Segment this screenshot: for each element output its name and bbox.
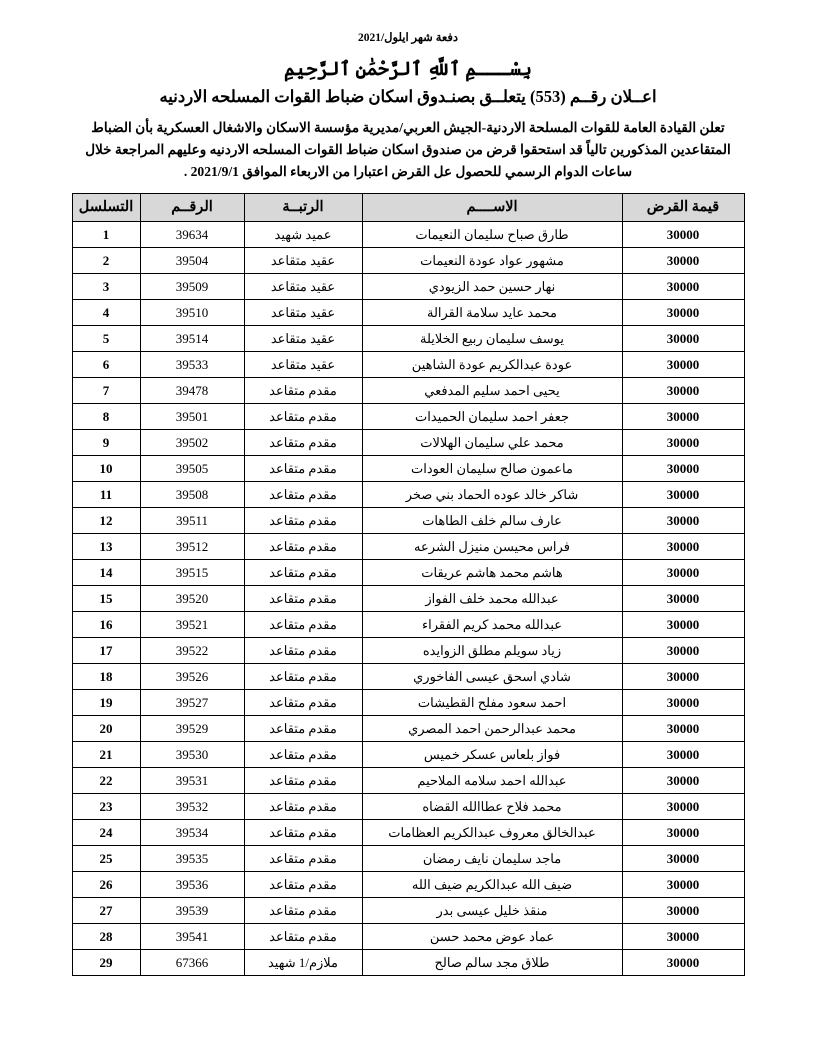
cell-name: فراس محيسن منيزل الشرعه [362,534,622,560]
table-header-row [72,194,744,222]
cell-rank: عميد شهيد [244,222,362,248]
cell-name: عماد عوض محمد حسن [362,924,622,950]
cell-number: 39532 [140,794,244,820]
cell-seq: 1 [72,222,140,248]
cell-loan: 30000 [622,872,744,898]
table-row [72,794,744,820]
announcement-body [70,117,746,183]
cell-rank: مقدم متقاعد [244,638,362,664]
cell-number: 67366 [140,950,244,976]
cell-number: 39502 [140,430,244,456]
table-row [72,846,744,872]
cell-name: فواز بلعاس عسكر خميس [362,742,622,768]
cell-seq: 24 [72,820,140,846]
cell-number: 39522 [140,638,244,664]
cell-rank: مقدم متقاعد [244,482,362,508]
table-row [72,508,744,534]
cell-seq: 21 [72,742,140,768]
cell-seq: 23 [72,794,140,820]
cell-rank: عقيد متقاعد [244,300,362,326]
cell-rank: مقدم متقاعد [244,430,362,456]
table-row [72,716,744,742]
cell-number: 39529 [140,716,244,742]
cell-number: 39521 [140,612,244,638]
cell-name: شادي اسحق عيسى الفاخوري [362,664,622,690]
body-line-3: ساعات الدوام الرسمي للحصول عل القرض اعتبارا من الاربعاء الموافق 2021/9/1 . [183,164,633,180]
cell-loan: 30000 [622,404,744,430]
cell-rank: مقدم متقاعد [244,820,362,846]
cell-rank: مقدم متقاعد [244,560,362,586]
cell-seq: 12 [72,508,140,534]
table-row [72,742,744,768]
body-line-2: المتقاعدين المذكورين تالياً قد استحقوا قرض من صندوق اسكان ضباط القوات المسلحه الاردنيه وعليهم المراجعة خلال [85,142,731,158]
table-row [72,950,744,976]
table-row [72,456,744,482]
cell-rank: ملازم/1 شهيد [244,950,362,976]
cell-seq: 17 [72,638,140,664]
cell-rank: مقدم متقاعد [244,742,362,768]
cell-name: محمد فلاح عطاالله القضاه [362,794,622,820]
cell-number: 39531 [140,768,244,794]
table-row [72,534,744,560]
table-row [72,430,744,456]
cell-loan: 30000 [622,482,744,508]
cell-number: 39512 [140,534,244,560]
cell-seq: 22 [72,768,140,794]
table-row [72,378,744,404]
cell-name: محمد علي سليمان الهلالات [362,430,622,456]
table-row [72,248,744,274]
cell-seq: 19 [72,690,140,716]
table-row [72,560,744,586]
cell-loan: 30000 [622,638,744,664]
cell-loan: 30000 [622,300,744,326]
cell-name: عبدالخالق معروف عبدالكريم العظامات [362,820,622,846]
cell-loan: 30000 [622,326,744,352]
table-body [72,222,744,976]
cell-number: 39509 [140,274,244,300]
cell-seq: 26 [72,872,140,898]
cell-loan: 30000 [622,586,744,612]
cell-number: 39526 [140,664,244,690]
table-row [72,820,744,846]
cell-loan: 30000 [622,664,744,690]
cell-seq: 10 [72,456,140,482]
cell-loan: 30000 [622,846,744,872]
cell-number: 39514 [140,326,244,352]
cell-loan: 30000 [622,612,744,638]
table-row [72,664,744,690]
cell-seq: 18 [72,664,140,690]
cell-name: عودة عبدالكريم عودة الشاهين [362,352,622,378]
cell-seq: 25 [72,846,140,872]
cell-rank: مقدم متقاعد [244,586,362,612]
cell-number: 39478 [140,378,244,404]
cell-seq: 15 [72,586,140,612]
cell-rank: عقيد متقاعد [244,352,362,378]
cell-name: ماعمون صالح سليمان العودات [362,456,622,482]
cell-rank: مقدم متقاعد [244,794,362,820]
cell-loan: 30000 [622,820,744,846]
cell-name: ضيف الله عبدالكريم ضيف الله [362,872,622,898]
cell-seq: 27 [72,898,140,924]
cell-loan: 30000 [622,378,744,404]
cell-seq: 16 [72,612,140,638]
cell-loan: 30000 [622,274,744,300]
column-header-loan: قيمة القرض [622,194,744,222]
cell-name: مشهور عواد عودة النعيمات [362,248,622,274]
cell-loan: 30000 [622,508,744,534]
table-row [72,326,744,352]
table-row [72,352,744,378]
cell-name: عبدالله محمد خلف الفواز [362,586,622,612]
cell-name: يحيى احمد سليم المدفعي [362,378,622,404]
column-header-number: الرقــم [140,194,244,222]
cell-seq: 7 [72,378,140,404]
cell-name: هاشم محمد هاشم عريقات [362,560,622,586]
cell-loan: 30000 [622,742,744,768]
cell-number: 39510 [140,300,244,326]
cell-loan: 30000 [622,716,744,742]
table-row [72,638,744,664]
cell-number: 39535 [140,846,244,872]
cell-name: زياد سويلم مطلق الزوايده [362,638,622,664]
cell-rank: مقدم متقاعد [244,534,362,560]
cell-loan: 30000 [622,222,744,248]
table-row [72,872,744,898]
announcement-title: اعــلان رقــم (553) يتعلــق بصنـدوق اسكان ضباط القوات المسلحه الاردنيه [159,87,657,106]
cell-number: 39527 [140,690,244,716]
cell-loan: 30000 [622,560,744,586]
cell-number: 39533 [140,352,244,378]
cell-number: 39634 [140,222,244,248]
cell-rank: مقدم متقاعد [244,768,362,794]
cell-number: 39504 [140,248,244,274]
cell-name: طارق صباح سليمان النعيمات [362,222,622,248]
cell-seq: 4 [72,300,140,326]
column-header-seq: التسلسل [72,194,140,222]
cell-number: 39515 [140,560,244,586]
cell-loan: 30000 [622,768,744,794]
table-row [72,300,744,326]
cell-rank: مقدم متقاعد [244,612,362,638]
table-row [72,924,744,950]
cell-number: 39539 [140,898,244,924]
cell-rank: مقدم متقاعد [244,898,362,924]
cell-name: يوسف سليمان ربيع الخلايلة [362,326,622,352]
table-row [72,898,744,924]
cell-number: 39511 [140,508,244,534]
cell-name: منقذ خليل عيسى بدر [362,898,622,924]
cell-number: 39508 [140,482,244,508]
cell-rank: مقدم متقاعد [244,846,362,872]
table-row [72,612,744,638]
cell-rank: مقدم متقاعد [244,924,362,950]
cell-seq: 6 [72,352,140,378]
cell-number: 39541 [140,924,244,950]
cell-seq: 29 [72,950,140,976]
cell-name: احمد سعود مفلح القطيشات [362,690,622,716]
cell-rank: عقيد متقاعد [244,248,362,274]
table-row [72,690,744,716]
cell-seq: 2 [72,248,140,274]
cell-seq: 20 [72,716,140,742]
cell-number: 39520 [140,586,244,612]
cell-loan: 30000 [622,794,744,820]
cell-seq: 28 [72,924,140,950]
cell-rank: مقدم متقاعد [244,404,362,430]
cell-rank: مقدم متقاعد [244,664,362,690]
cell-rank: عقيد متقاعد [244,274,362,300]
table-row [72,482,744,508]
cell-seq: 3 [72,274,140,300]
cell-seq: 14 [72,560,140,586]
cell-loan: 30000 [622,534,744,560]
cell-number: 39530 [140,742,244,768]
cell-name: عبدالله احمد سلامه الملاحيم [362,768,622,794]
cell-rank: مقدم متقاعد [244,508,362,534]
column-header-rank: الرتبــة [244,194,362,222]
cell-name: نهار حسين حمد الزيودي [362,274,622,300]
body-line-1: تعلن القيادة العامة للقوات المسلحة الاردنية-الجيش العربي/مديرية مؤسسة الاسكان والاشغال العسكرية بأن الضباط [91,120,725,135]
cell-number: 39534 [140,820,244,846]
column-header-name: الاســــم [362,194,622,222]
cell-loan: 30000 [622,248,744,274]
table-row [72,768,744,794]
table-row [72,586,744,612]
cell-seq: 11 [72,482,140,508]
cell-loan: 30000 [622,352,744,378]
cell-loan: 30000 [622,456,744,482]
issue-note: دفعة شهر ايلول/2021 [357,32,459,44]
cell-number: 39505 [140,456,244,482]
cell-rank: عقيد متقاعد [244,326,362,352]
table-row [72,274,744,300]
cell-name: محمد عبدالرحمن احمد المصري [362,716,622,742]
cell-name: شاكر خالد عوده الحماد بني صخر [362,482,622,508]
cell-rank: مقدم متقاعد [244,456,362,482]
table-row [72,222,744,248]
cell-seq: 8 [72,404,140,430]
cell-rank: مقدم متقاعد [244,716,362,742]
cell-loan: 30000 [622,430,744,456]
cell-rank: مقدم متقاعد [244,378,362,404]
cell-loan: 30000 [622,898,744,924]
cell-name: عبدالله محمد كريم الفقراء [362,612,622,638]
table-row [72,404,744,430]
cell-name: طلاق مجد سالم صالح [362,950,622,976]
cell-name: محمد عايد سلامة القرالة [362,300,622,326]
cell-seq: 9 [72,430,140,456]
cell-rank: مقدم متقاعد [244,872,362,898]
cell-name: جعفر احمد سليمان الحميدات [362,404,622,430]
cell-seq: 5 [72,326,140,352]
basmala-text: بِسْـــمِ ٱللَّهِ ٱلرَّحْمَٰنِ ٱلرَّحِيمِ [283,59,533,80]
cell-rank: مقدم متقاعد [244,690,362,716]
cell-seq: 13 [72,534,140,560]
beneficiaries-table [72,193,745,976]
cell-number: 39501 [140,404,244,430]
cell-number: 39536 [140,872,244,898]
cell-loan: 30000 [622,950,744,976]
cell-name: عارف سالم خلف الطاهات [362,508,622,534]
cell-name: ماجد سليمان نايف رمضان [362,846,622,872]
cell-loan: 30000 [622,924,744,950]
cell-loan: 30000 [622,690,744,716]
